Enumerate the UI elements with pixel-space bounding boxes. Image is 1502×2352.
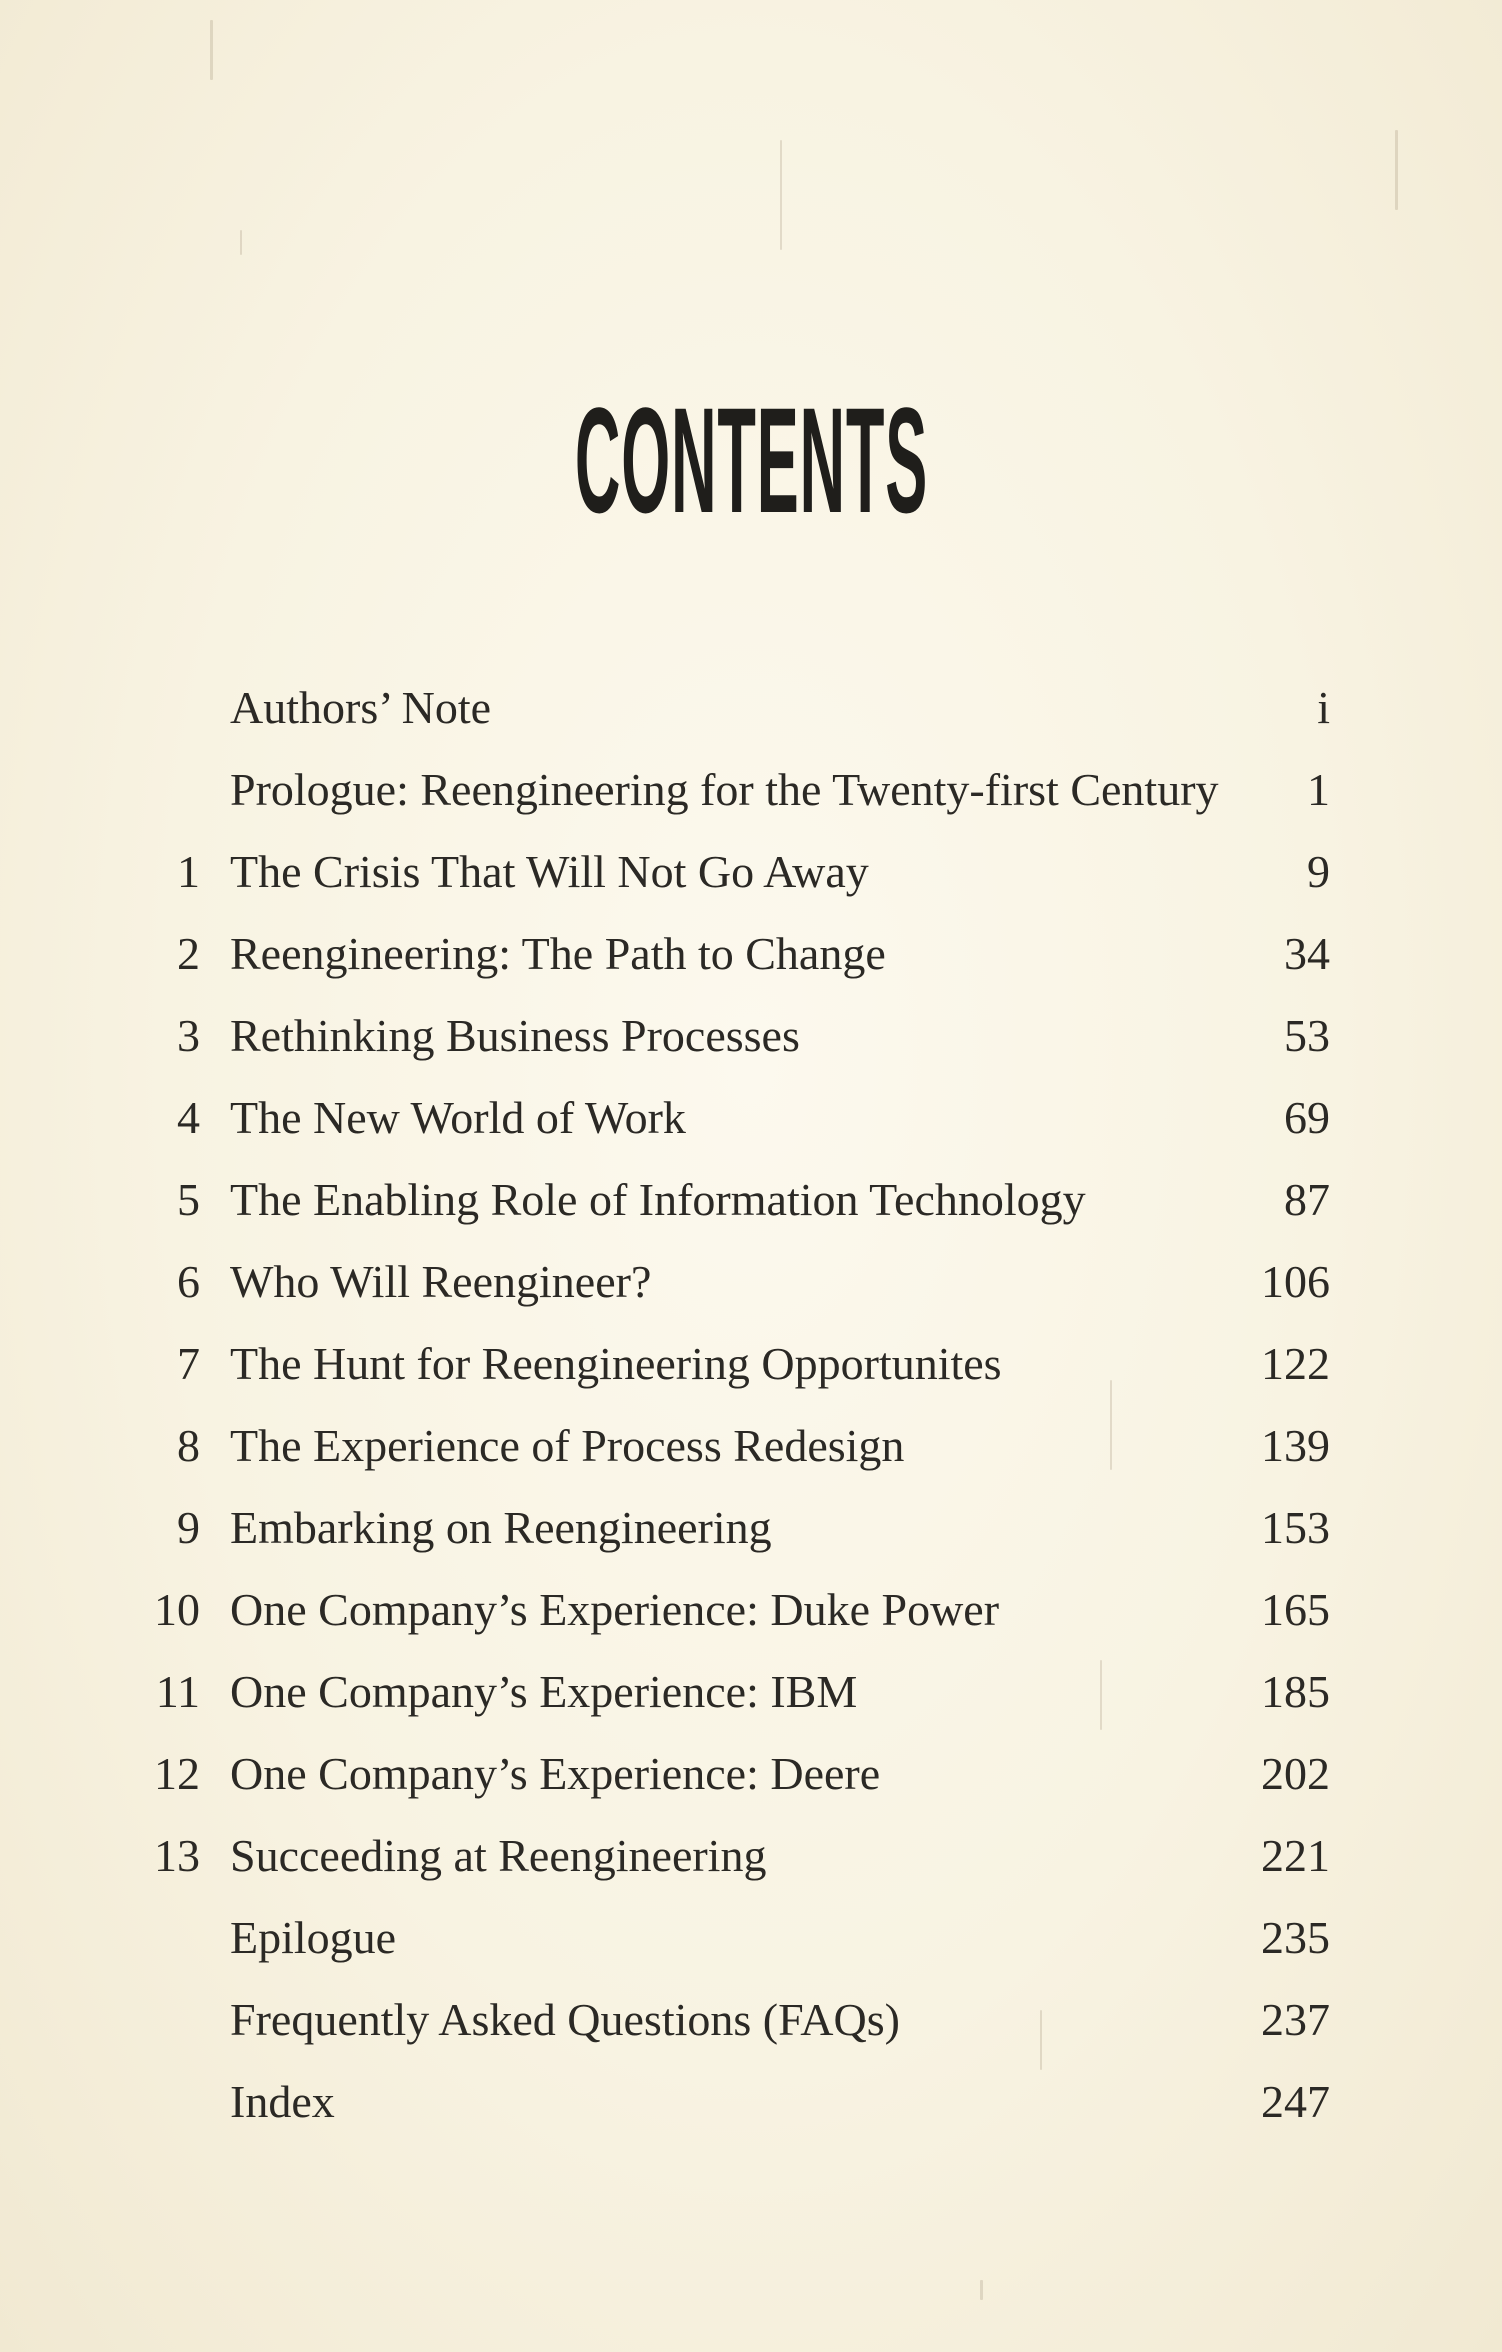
- toc-page-number: 106: [1261, 1256, 1330, 1307]
- toc-title: The Hunt for Reengineering Opportunites: [230, 1338, 1002, 1389]
- toc-title: One Company’s Experience: IBM: [230, 1666, 858, 1717]
- toc-page-number: 153: [1261, 1502, 1330, 1553]
- toc-chapter-number: 3: [177, 1010, 200, 1061]
- toc-entry-chapter-7: [130, 1336, 1330, 1391]
- toc-title: Epilogue: [230, 1912, 397, 1963]
- toc-entry-chapter-1: [130, 844, 1330, 899]
- toc-page-number: 122: [1261, 1338, 1330, 1389]
- paper-mark: [1395, 130, 1398, 210]
- toc-entry-chapter-8: [130, 1418, 1330, 1473]
- toc-entry-chapter-3: [130, 1008, 1330, 1063]
- toc-page-number: i: [1317, 682, 1330, 733]
- toc-chapter-number: 8: [177, 1420, 200, 1471]
- toc-entry-chapter-12: [130, 1746, 1330, 1801]
- paper-mark: [240, 230, 242, 255]
- toc-title: Prologue: Reengineering for the Twenty-first Century: [230, 764, 1219, 815]
- toc-page-number: 235: [1261, 1912, 1330, 1963]
- toc-chapter-number: 13: [154, 1830, 200, 1881]
- toc-title: Embarking on Reengineering: [230, 1502, 772, 1553]
- toc-chapter-number: 2: [177, 928, 200, 979]
- toc-chapter-number: 7: [177, 1338, 200, 1389]
- toc-page-number: 53: [1284, 1010, 1330, 1061]
- paper-mark: [980, 2280, 983, 2300]
- toc-title: The Crisis That Will Not Go Away: [230, 846, 869, 897]
- toc-entry-chapter-4: [130, 1090, 1330, 1145]
- toc-page-number: 237: [1261, 1994, 1330, 2045]
- toc-title: One Company’s Experience: Duke Power: [230, 1584, 1000, 1635]
- toc-title: Rethinking Business Processes: [230, 1010, 800, 1061]
- toc-chapter-number: 12: [154, 1748, 200, 1799]
- toc-page-number: 221: [1261, 1830, 1330, 1881]
- contents-heading-text: CONTENTS: [574, 376, 928, 544]
- toc-chapter-number: 9: [177, 1502, 200, 1553]
- toc-title: Authors’ Note: [230, 682, 492, 733]
- toc-entry-chapter-11: [130, 1664, 1330, 1719]
- toc-title: One Company’s Experience: Deere: [230, 1748, 881, 1799]
- toc-entry-authors-note: [130, 680, 1330, 735]
- toc-page-number: 202: [1261, 1748, 1330, 1799]
- toc-chapter-number: 10: [154, 1584, 200, 1635]
- toc-page-number: 185: [1261, 1666, 1330, 1717]
- toc-entry-chapter-2: [130, 926, 1330, 981]
- paper-mark: [210, 20, 213, 80]
- toc-page-number: 247: [1261, 2076, 1330, 2127]
- toc-entry-prologue: [130, 762, 1330, 817]
- toc-page-number: 139: [1261, 1420, 1330, 1471]
- toc-entry-epilogue: [130, 1910, 1330, 1965]
- toc-page-number: 69: [1284, 1092, 1330, 1143]
- toc-entry-faqs: [130, 1992, 1330, 2047]
- toc-title: Index: [230, 2076, 335, 2127]
- toc-page-number: 87: [1284, 1174, 1330, 1225]
- toc-page-number: 1: [1307, 764, 1330, 815]
- toc-title: Reengineering: The Path to Change: [230, 928, 886, 979]
- toc-page-number: 165: [1261, 1584, 1330, 1635]
- toc-title: The Experience of Process Redesign: [230, 1420, 905, 1471]
- toc-chapter-number: 1: [177, 846, 200, 897]
- toc-entry-chapter-6: [130, 1254, 1330, 1309]
- toc-title: Succeeding at Reengineering: [230, 1830, 767, 1881]
- toc-title: Frequently Asked Questions (FAQs): [230, 1994, 900, 2045]
- toc-title: The Enabling Role of Information Technology: [230, 1174, 1086, 1225]
- toc-chapter-number: 5: [177, 1174, 200, 1225]
- toc-entry-chapter-9: [130, 1500, 1330, 1555]
- toc-title: The New World of Work: [230, 1092, 686, 1143]
- toc-chapter-number: 6: [177, 1256, 200, 1307]
- toc-title: Who Will Reengineer?: [230, 1256, 652, 1307]
- contents-heading: [0, 376, 1502, 544]
- toc-page-number: 34: [1284, 928, 1330, 979]
- toc-entry-chapter-5: [130, 1172, 1330, 1227]
- toc-page-number: 9: [1307, 846, 1330, 897]
- toc-entry-index: [130, 2074, 1330, 2129]
- table-of-contents: [130, 680, 1330, 2156]
- toc-entry-chapter-13: [130, 1828, 1330, 1883]
- toc-chapter-number: 4: [177, 1092, 200, 1143]
- toc-entry-chapter-10: [130, 1582, 1330, 1637]
- paper-mark: [780, 140, 782, 250]
- toc-chapter-number: 11: [155, 1666, 200, 1717]
